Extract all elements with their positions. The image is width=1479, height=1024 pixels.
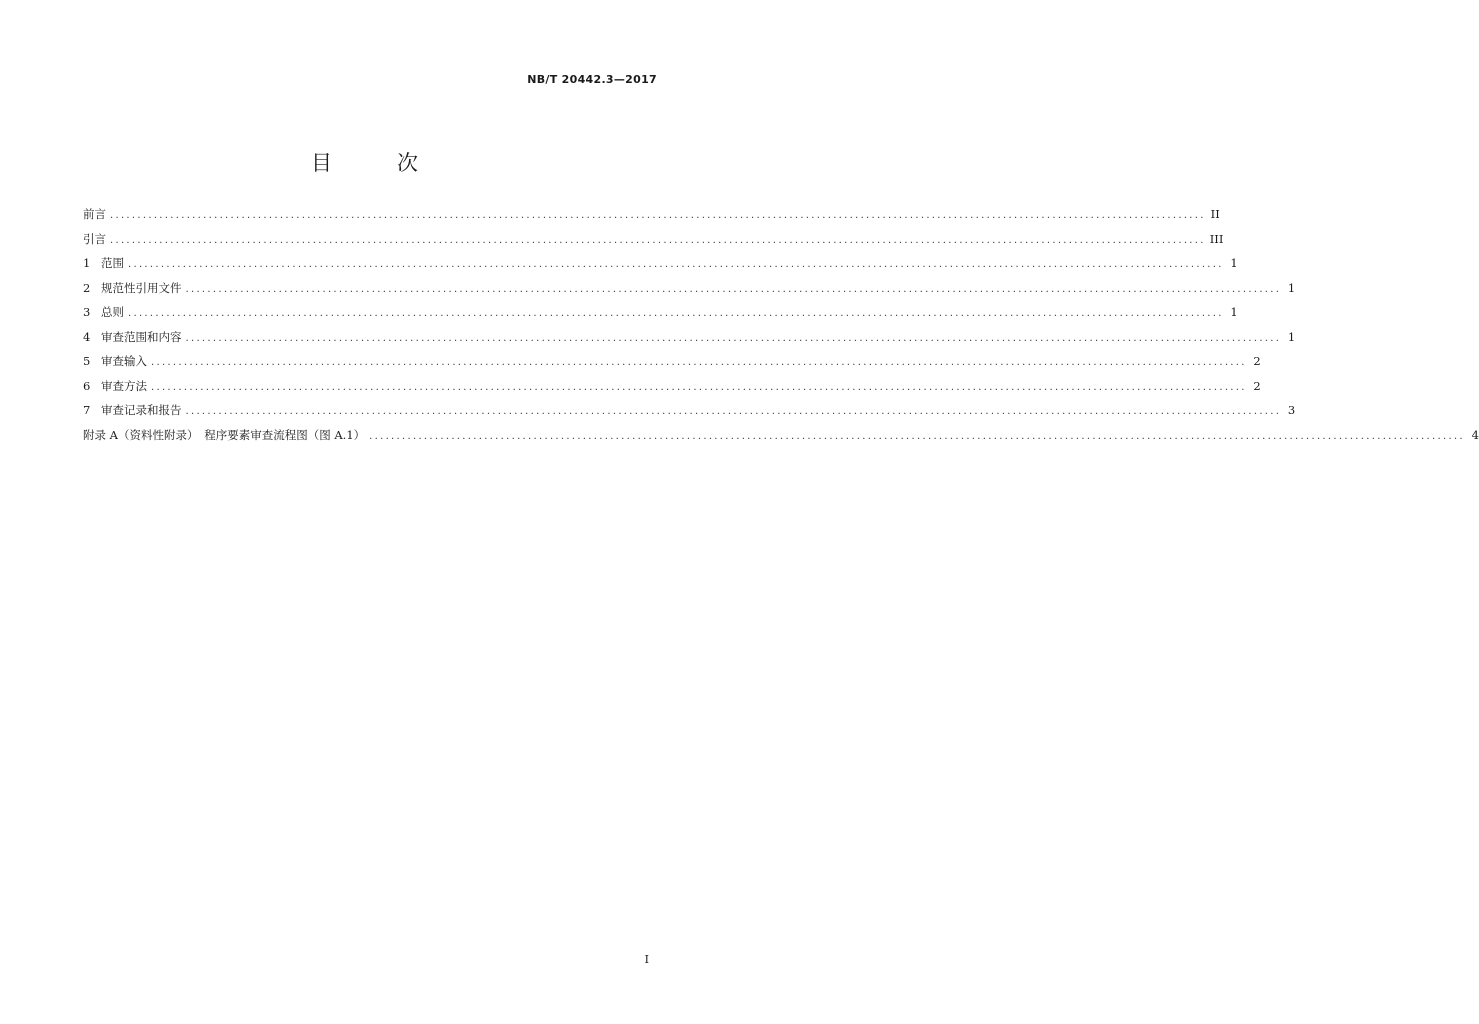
toc-entry-label: 规范性引用文件 [101,280,182,295]
toc-entry[interactable] [83,206,1220,231]
toc-entry-label: 引言 [83,231,106,246]
page-number: I [644,953,649,966]
toc-entry-label: 附录 A（资料性附录） 程序要素审查流程图（图 A.1） [83,427,366,442]
toc-entry-label: 审查输入 [101,354,147,368]
toc-entry-page: II [1210,207,1220,221]
toc-entry-page: 1 [1287,280,1296,295]
toc-entry-label: 审查记录和报告 [101,403,182,417]
toc-entry-number: 6 [83,378,91,393]
toc-entry-number: 5 [83,354,91,368]
toc-entry-number: 3 [83,305,91,319]
dot-leader: ........................................................................................................................................................................................................ [185,332,1282,344]
toc-entry-page: III [1209,231,1224,246]
toc-entry[interactable] [83,378,1261,403]
toc-entry-page: 4 [1471,427,1479,442]
toc-entry-label: 前言 [83,207,106,221]
toc-entry-label: 总则 [101,305,124,319]
toc-entry-label: 审查方法 [101,378,147,393]
toc-entry-number: 1 [83,256,91,270]
toc-entry[interactable] [83,231,1224,256]
toc-entry[interactable] [83,353,1261,378]
toc-entry-page: 1 [1287,329,1296,344]
toc-entry[interactable] [83,280,1296,305]
toc-entry[interactable] [83,329,1296,354]
table-of-contents [83,206,1479,451]
toc-entry-label: 审查范围和内容 [101,329,182,344]
toc-entry-page: 1 [1230,305,1238,319]
page-title: 目 次 [311,151,440,175]
dot-leader: ........................................................................................................................................................................................................ [185,283,1282,295]
toc-entry-page: 2 [1253,354,1261,368]
toc-entry-number: 2 [83,280,91,295]
toc-entry-page: 1 [1230,256,1238,270]
dot-leader: ........................................................................................................................................................................................................ [369,430,1465,442]
toc-entry[interactable] [83,304,1238,329]
standard-code: NB/T 20442.3—2017 [527,73,657,86]
toc-entry-label: 范围 [101,256,124,270]
dot-leader: ........................................................................................................................................................................................................ [185,406,1282,417]
toc-entry[interactable] [83,255,1238,280]
dot-leader: ........................................................................................................................................................................................................ [151,381,1247,393]
toc-entry[interactable] [83,427,1479,452]
dot-leader: ........................................................................................................................................................................................................ [151,357,1247,368]
dot-leader: ........................................................................................................................................................................................................ [110,210,1206,221]
dot-leader: ........................................................................................................................................................................................................ [128,259,1224,270]
toc-entry[interactable] [83,402,1296,427]
toc-entry-number: 7 [83,403,91,417]
toc-entry-page: 2 [1253,378,1261,393]
dot-leader: ........................................................................................................................................................................................................ [110,234,1206,246]
toc-entry-page: 3 [1287,403,1296,417]
toc-entry-number: 4 [83,329,91,344]
dot-leader: ........................................................................................................................................................................................................ [128,308,1224,319]
